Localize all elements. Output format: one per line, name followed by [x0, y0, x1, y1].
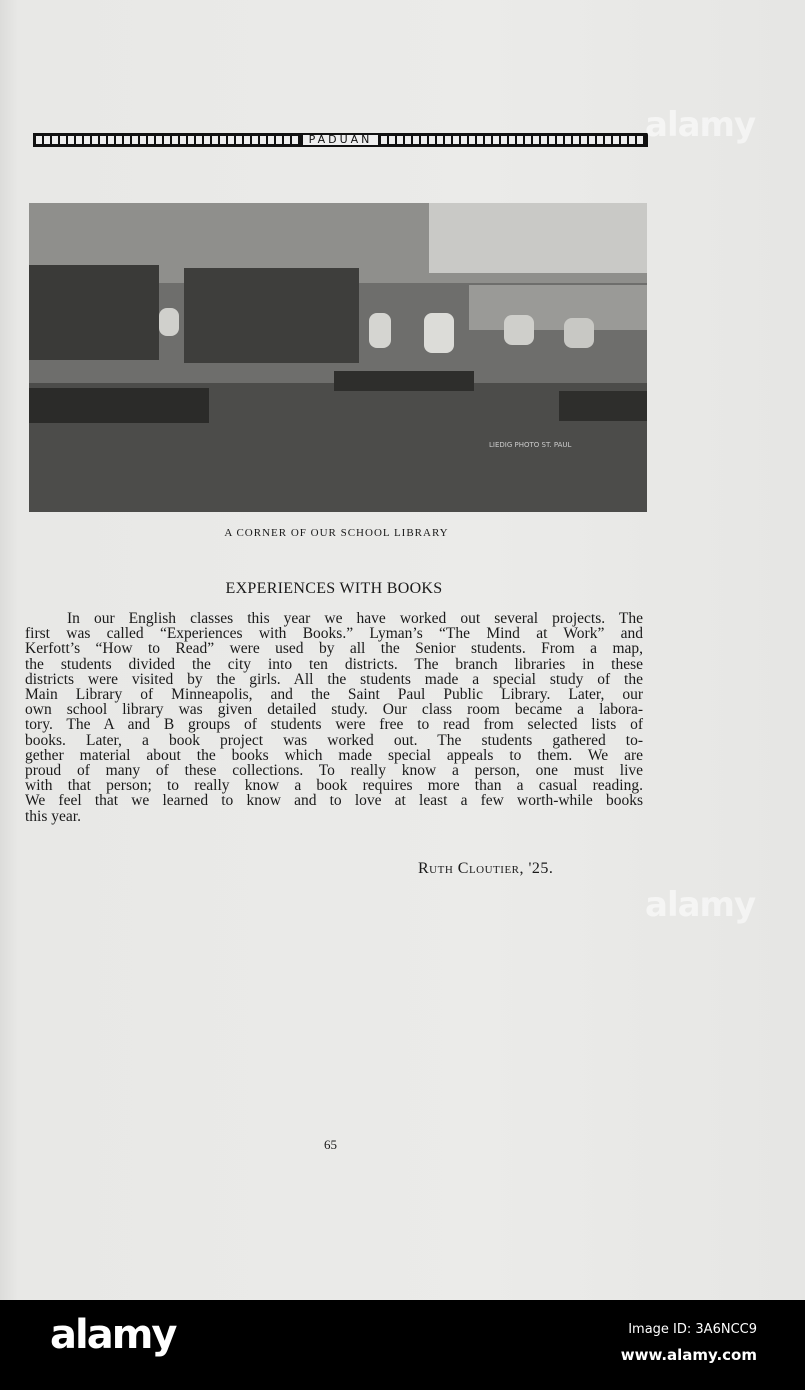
body-line: this year. — [25, 807, 81, 825]
article-body — [25, 611, 643, 824]
article-title: EXPERIENCES WITH BOOKS — [225, 580, 443, 597]
body-line: own school library was given detailed study. Our class room became a labora- — [25, 701, 643, 719]
body-line: districts were visited by the girls. All the students made a special study of the — [25, 670, 643, 688]
banner-pattern-left — [36, 136, 300, 144]
body-line: books. Later, a book project was worked out. The students gathered to- — [25, 731, 643, 749]
body-line: with that person; to really know a book requires more than a casual reading. — [25, 777, 643, 795]
watermark-logo: alamy — [645, 885, 756, 925]
body-line: We feel that we learned to know and to love at least a few worth-while books — [25, 792, 643, 810]
body-line: the students divided the city into ten districts. The branch libraries in these — [25, 655, 643, 673]
body-line: Kerfott’s “How to Read” were used by all the Senior students. From a map, — [25, 640, 643, 658]
body-line: first was called “Experiences with Books.” Lyman’s “The Mind at Work” and — [25, 625, 643, 643]
body-line: In our English classes this year we have worked out several projects. The — [67, 610, 643, 627]
banner-pattern-right — [381, 136, 645, 144]
library-photo — [29, 203, 647, 512]
image-id: Image ID: 3A6NCC9 — [628, 1322, 757, 1337]
alamy-logo: alamy — [50, 1312, 176, 1358]
banner-title: PADUAN — [303, 135, 379, 145]
photo-caption: A CORNER OF OUR SCHOOL LIBRARY — [224, 527, 449, 539]
stock-footer — [0, 1300, 805, 1390]
site-url: www.alamy.com — [620, 1346, 757, 1364]
page-number: 65 — [324, 1137, 337, 1152]
body-line: tory. The A and B groups of students were free to read from selected lists of — [25, 716, 643, 734]
yearbook-banner — [33, 133, 648, 147]
body-line: gether material about the books which made special appeals to them. We are — [25, 746, 643, 764]
body-line: proud of many of these collections. To really know a person, one must live — [25, 762, 643, 780]
author-signature: Ruth Cloutier, '25. — [418, 860, 554, 877]
watermark-logo: alamy — [645, 105, 756, 145]
photo-stamp: LIEDIG PHOTO ST. PAUL — [489, 441, 572, 449]
body-line: Main Library of Minneapolis, and the Saint Paul Public Library. Later, our — [25, 686, 643, 704]
